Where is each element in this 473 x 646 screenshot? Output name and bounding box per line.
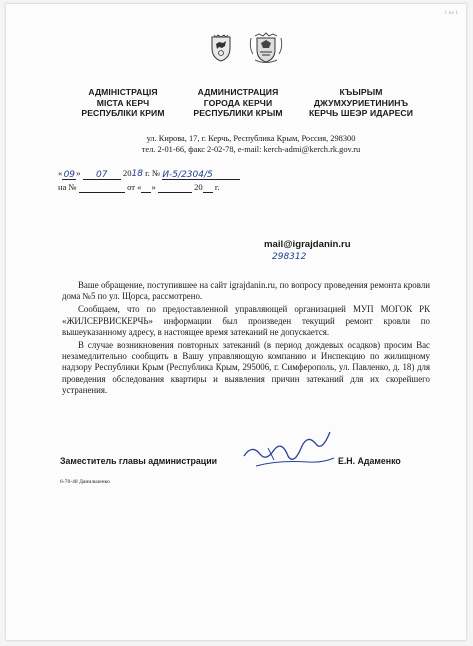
letter-body	[62, 280, 430, 396]
outgoing-number-line: «09» 07 2018 г. № И-5/2304/5	[58, 168, 318, 180]
header-ct-line-3: КЕРЧЬ ШЕЭР ИДАРЕСИ	[308, 108, 414, 118]
contacts-line: тел. 2-01-66, факс 2-02-78, e-mail: kerch-admi@kerch.rk.gov.ru	[141, 144, 361, 154]
body-paragraph-1: Ваше обращение, поступившее на сайт igrajdanin.ru, по вопросу проведения ремонта кровли дома №5 по ул. Щорса, рассмотрено.	[62, 280, 430, 302]
outgoing-reg-number: И-5/2304/5	[162, 170, 240, 180]
header-ua-line-2: МІСТА КЕРЧ	[96, 97, 150, 108]
reference-number-blank	[79, 183, 125, 193]
header-ua-line-1: АДМІНІСТРАЦІЯ	[88, 87, 158, 97]
signatory-title: Заместитель главы администрации	[60, 456, 218, 466]
reference-month-blank	[158, 183, 192, 193]
body-paragraph-2: Сообщаем, что по предоставленной управляющей организацией МУП МОГОК РК «ЖИЛСЕРВИСКЕРЧЬ» информации был произведен текущий ремонт кровли по вышеуказанному адресу, в настоящее время затеканий не допускается.	[62, 304, 430, 337]
recipient-postal-code: 298312	[272, 252, 307, 262]
recipient-email: mail@igrajdanin.ru	[264, 239, 351, 250]
header-ru-line-3: РЕСПУБЛИКИ КРЫМ	[193, 108, 283, 118]
handwritten-signature	[238, 426, 338, 476]
header-ukrainian	[64, 87, 182, 119]
header-ru-line-2: ГОРОДА КЕРЧИ	[203, 97, 273, 108]
corner-mark: 1 из 1	[444, 10, 458, 16]
reference-year-blank	[203, 183, 213, 193]
outgoing-day: 09	[63, 170, 76, 180]
header-ua-line-3: РЕСПУБЛІКИ КРИМ	[81, 108, 165, 118]
signatory-name: Е.Н. Адаменко	[338, 456, 401, 466]
outgoing-month: 07	[83, 170, 121, 180]
address-line: ул. Кирова, 17, г. Керчь, Республика Крым, Россия, 298300	[146, 134, 356, 143]
outgoing-year: 18	[131, 169, 143, 179]
document-page	[6, 4, 466, 640]
crimea-coat-of-arms-icon	[210, 34, 232, 62]
header-russian	[174, 87, 302, 119]
header-crimean-tatar	[296, 87, 426, 119]
executor-contact: 6-70-48 Данильченко	[60, 479, 110, 485]
address-block	[116, 134, 386, 155]
reference-number-line: на № от « » 20 г.	[58, 182, 220, 192]
header-ct-line-1: КЪЫРЫМ	[339, 87, 383, 97]
kerch-coat-of-arms-icon	[249, 32, 283, 64]
header-ct-line-2: ДЖУМХУРИЕТИНИНЪ	[313, 97, 409, 108]
body-paragraph-3: В случае возникновения повторных затеканий (в период дождевых осадков) просим Вас незамедлительно сообщить в Вашу управляющую компанию и Инспекцию по жилищному надзору Республики Крым (Республика Крым, 295006, г. Симферополь, ул. Павленко, д. 18) для проведения обследования квартиры и выявления причин затеканий для их скорейшего устранения.	[62, 340, 430, 395]
header-ru-line-1: АДМИНИСТРАЦИЯ	[197, 87, 279, 97]
reference-day-blank	[141, 183, 151, 193]
